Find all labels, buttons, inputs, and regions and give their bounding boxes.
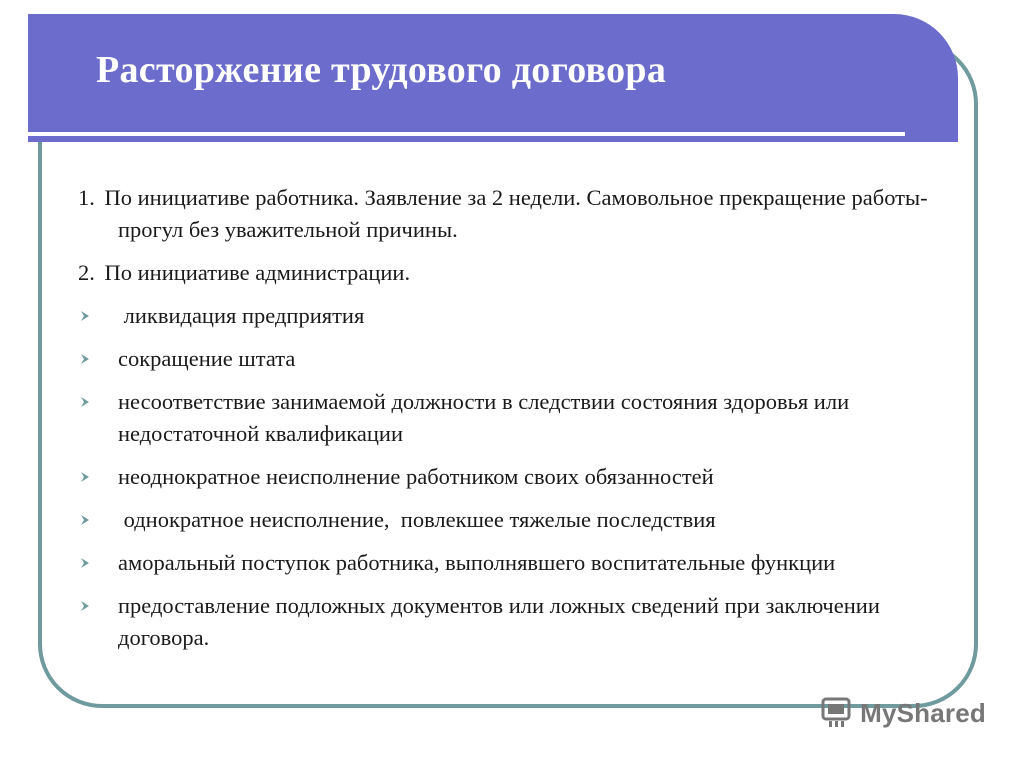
bullet-item [78, 590, 948, 654]
item-text: неоднократное неисполнение работником своих обязанностей [118, 464, 714, 489]
bullet-item [78, 300, 948, 332]
bullet-item [78, 461, 948, 493]
bullet-item [78, 504, 948, 536]
item-text: ликвидация предприятия [118, 303, 365, 328]
arrow-bullet-icon [79, 396, 91, 408]
myshared-watermark [820, 693, 986, 733]
arrow-bullet-icon [79, 600, 91, 612]
item-text: По инициативе работника. Заявление за 2 недели. Самовольное прекращение работы- прогул без уважительной причины. [104, 185, 928, 242]
banner-underline [28, 132, 905, 136]
myshared-logo-icon [820, 696, 854, 730]
slide-content [78, 182, 948, 665]
item-text: предоставление подложных документов или ложных сведений при заключении договора. [118, 593, 880, 650]
watermark-text: MyShared [860, 697, 986, 728]
numbered-item [78, 257, 948, 289]
bullet-item [78, 547, 948, 579]
bullet-item [78, 386, 948, 450]
item-text: однократное неисполнение, повлекшее тяжелые последствия [118, 507, 716, 532]
item-text: несоответствие занимаемой должности в следствии состояния здоровья или недостаточной квалификации [118, 389, 850, 446]
arrow-bullet-icon [79, 514, 91, 526]
item-text: аморальный поступок работника, выполнявшего воспитательные функции [118, 550, 836, 575]
arrow-bullet-icon [79, 557, 91, 569]
arrow-bullet-icon [79, 310, 91, 322]
bullet-item [78, 343, 948, 375]
item-text: сокращение штата [118, 346, 296, 371]
arrow-bullet-icon [79, 471, 91, 483]
item-number: 2. [78, 260, 95, 285]
numbered-item [78, 182, 948, 246]
item-number: 1. [78, 185, 95, 210]
item-text: По инициативе администрации. [104, 260, 411, 285]
arrow-bullet-icon [79, 353, 91, 365]
slide-title: Расторжение трудового договора [96, 49, 667, 91]
